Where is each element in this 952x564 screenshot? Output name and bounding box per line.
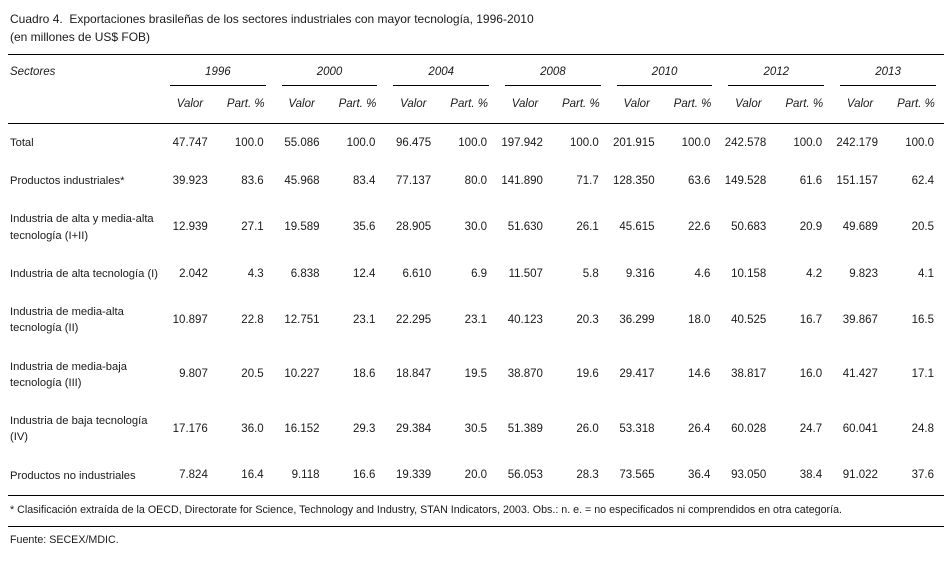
part-cell: 4.6 (694, 267, 711, 280)
year-header (832, 55, 944, 87)
valor-cell: 60.041 (842, 422, 878, 435)
valor-cell: 45.615 (619, 221, 655, 234)
part-cell: 18.6 (352, 368, 376, 381)
part-cell: 23.1 (464, 313, 488, 326)
valor-cell: 38.817 (731, 368, 767, 381)
valor-cell: 36.299 (619, 313, 655, 326)
year-label: 2010 (617, 66, 713, 86)
valor-cell: 10.158 (731, 267, 767, 280)
valor-cell: 22.295 (396, 313, 432, 326)
table-row (8, 200, 944, 254)
part-header: Part. % (665, 86, 721, 124)
table-row (8, 402, 944, 456)
part-cell: 16.4 (218, 457, 274, 496)
sector-cell: Productos no industriales (8, 457, 162, 496)
table-head (8, 55, 944, 124)
valor-cell: 45.968 (284, 174, 320, 187)
part-cell: 26.0 (576, 422, 599, 435)
sector-cell: Productos industriales* (10, 175, 125, 188)
part-cell: 35.6 (352, 221, 376, 234)
table-row (8, 293, 944, 347)
valor-cell: 38.870 (507, 368, 543, 381)
part-cell: 23.1 (352, 313, 376, 326)
valor-cell: 151.157 (836, 174, 878, 187)
valor-cell: 53.318 (619, 422, 655, 435)
valor-cell: 6.838 (290, 267, 320, 280)
valor-cell: 51.630 (507, 221, 543, 234)
exports-table (8, 54, 944, 496)
valor-cell: 10.897 (172, 313, 208, 326)
valor-cell: 50.683 (731, 221, 767, 234)
valor-cell: 11.507 (508, 267, 543, 280)
valor-cell: 56.053 (497, 457, 553, 496)
valor-cell: 9.807 (179, 368, 208, 381)
year-header (274, 55, 386, 87)
valor-cell: 6.610 (402, 267, 432, 280)
sector-cell: Industria de alta tecnología (I) (10, 267, 159, 280)
part-cell: 5.8 (582, 267, 599, 280)
year-label: 2012 (728, 66, 824, 86)
valor-cell: 19.339 (385, 457, 441, 496)
part-cell: 20.9 (799, 221, 823, 234)
part-cell: 36.4 (665, 457, 721, 496)
part-cell: 38.4 (776, 457, 832, 496)
part-header: Part. % (441, 86, 497, 124)
part-cell: 100.0 (681, 136, 711, 149)
part-cell: 100.0 (569, 136, 599, 149)
sector-cell: Total (10, 137, 34, 149)
part-cell: 22.8 (241, 313, 264, 326)
part-cell: 19.5 (464, 368, 488, 381)
valor-cell: 51.389 (507, 422, 543, 435)
valor-cell: 12.939 (172, 221, 208, 234)
header-row-measures (8, 86, 944, 124)
valor-cell: 9.316 (625, 267, 655, 280)
part-cell: 61.6 (799, 174, 823, 187)
subheader-spacer (8, 86, 162, 124)
part-cell: 100.0 (346, 136, 376, 149)
table-subtitle: (en millones de US$ FOB) (10, 30, 151, 44)
part-cell: 18.0 (688, 313, 711, 326)
valor-cell: 12.751 (284, 313, 320, 326)
part-cell: 4.2 (806, 267, 823, 280)
part-cell: 20.5 (241, 368, 264, 381)
valor-cell: 19.589 (284, 221, 320, 234)
part-cell: 16.5 (911, 313, 934, 326)
valor-cell: 39.867 (842, 313, 878, 326)
part-cell: 29.3 (352, 422, 376, 435)
part-cell: 100.0 (793, 136, 823, 149)
valor-cell: 29.384 (396, 422, 432, 435)
sectores-header: Sectores (8, 55, 162, 87)
valor-cell: 242.578 (724, 136, 767, 149)
valor-cell: 41.427 (842, 368, 878, 381)
valor-cell: 149.528 (724, 174, 767, 187)
valor-cell: 7.824 (162, 457, 218, 496)
source-note: Fuente: SECEX/MDIC. (10, 533, 119, 546)
table-body (8, 124, 944, 496)
part-header: Part. % (776, 86, 832, 124)
valor-header: Valor (609, 86, 665, 124)
valor-cell: 93.050 (720, 457, 776, 496)
valor-cell: 96.475 (396, 136, 432, 149)
year-label: 2013 (840, 66, 936, 86)
valor-cell: 18.847 (396, 368, 432, 381)
valor-cell: 40.525 (731, 313, 767, 326)
valor-cell: 28.905 (396, 221, 432, 234)
part-cell: 20.5 (911, 221, 934, 234)
valor-cell: 9.823 (849, 267, 878, 280)
table-title: Cuadro 4. Exportaciones brasileñas de los sectores industriales con mayor tecnología, 1996-2010 (10, 12, 534, 26)
valor-header: Valor (497, 86, 553, 124)
valor-cell: 9.118 (274, 457, 330, 496)
valor-cell: 73.565 (609, 457, 665, 496)
part-cell: 71.7 (576, 174, 599, 187)
year-label: 2000 (282, 66, 378, 86)
part-cell: 14.6 (688, 368, 711, 381)
part-cell: 27.1 (241, 221, 264, 234)
header-row-years (8, 55, 944, 87)
valor-cell: 29.417 (619, 368, 655, 381)
part-cell: 22.6 (688, 221, 711, 234)
valor-cell: 47.747 (172, 136, 208, 149)
valor-cell: 201.915 (613, 136, 655, 149)
part-cell: 100.0 (905, 136, 934, 149)
sector-cell: Industria de media-baja tecnología (III) (10, 360, 127, 389)
part-cell: 26.1 (576, 221, 599, 234)
part-cell: 62.4 (911, 174, 934, 187)
part-cell: 19.6 (576, 368, 599, 381)
part-header: Part. % (330, 86, 386, 124)
part-cell: 100.0 (458, 136, 488, 149)
part-cell: 4.1 (918, 267, 934, 280)
part-cell: 4.3 (247, 267, 264, 280)
part-cell: 80.0 (464, 174, 488, 187)
valor-cell: 55.086 (284, 136, 320, 149)
valor-header: Valor (162, 86, 218, 124)
valor-cell: 77.137 (396, 174, 432, 187)
table-row (8, 162, 944, 200)
valor-cell: 60.028 (731, 422, 767, 435)
part-cell: 83.4 (352, 174, 376, 187)
part-cell: 37.6 (888, 457, 944, 496)
year-header (720, 55, 832, 87)
valor-header: Valor (385, 86, 441, 124)
table-row (8, 255, 944, 293)
part-cell: 100.0 (234, 136, 264, 149)
sector-cell: Industria de baja tecnología (IV) (10, 415, 148, 444)
valor-cell: 128.350 (613, 174, 655, 187)
part-cell: 12.4 (352, 267, 376, 280)
part-cell: 16.0 (799, 368, 823, 381)
table-row (8, 124, 944, 163)
year-label: 2008 (505, 66, 601, 86)
valor-cell: 16.152 (284, 422, 320, 435)
valor-cell: 141.890 (501, 174, 543, 187)
part-cell: 6.9 (471, 267, 488, 280)
year-header (609, 55, 721, 87)
part-cell: 24.8 (911, 422, 934, 435)
part-cell: 83.6 (241, 174, 264, 187)
part-cell: 36.0 (241, 422, 264, 435)
part-header: Part. % (218, 86, 274, 124)
part-cell: 24.7 (799, 422, 823, 435)
sector-cell: Industria de alta y media-alta tecnología (I+II) (10, 213, 154, 242)
part-cell: 20.3 (576, 313, 599, 326)
part-cell: 28.3 (553, 457, 609, 496)
part-cell: 30.0 (464, 221, 488, 234)
footnote: * Clasificación extraída de la OECD, Directorate for Science, Technology and Industry, STAN Indicators, 2003. Obs.: n. e. = no especificados ni comprendidos en otra categoría. (8, 504, 944, 527)
valor-header: Valor (274, 86, 330, 124)
valor-cell: 242.179 (836, 136, 878, 149)
year-header (497, 55, 609, 87)
valor-cell: 2.042 (179, 267, 208, 280)
part-cell: 20.0 (441, 457, 497, 496)
valor-cell: 49.689 (842, 221, 878, 234)
year-label: 1996 (170, 66, 266, 86)
valor-cell: 39.923 (172, 174, 208, 187)
year-header (385, 55, 497, 87)
table-row (8, 348, 944, 402)
valor-cell: 91.022 (832, 457, 888, 496)
year-header (162, 55, 274, 87)
valor-cell: 10.227 (284, 368, 320, 381)
year-label: 2004 (393, 66, 489, 86)
valor-header: Valor (832, 86, 888, 124)
valor-cell: 197.942 (501, 136, 543, 149)
valor-header: Valor (720, 86, 776, 124)
part-header: Part. % (888, 86, 944, 124)
table-row (8, 457, 944, 496)
valor-cell: 40.123 (507, 313, 543, 326)
part-cell: 63.6 (688, 174, 711, 187)
part-cell: 26.4 (688, 422, 711, 435)
part-header: Part. % (553, 86, 609, 124)
part-cell: 17.1 (911, 368, 934, 381)
part-cell: 16.6 (330, 457, 386, 496)
part-cell: 16.7 (799, 313, 823, 326)
sector-cell: Industria de media-alta tecnología (II) (10, 306, 124, 335)
valor-cell: 17.176 (172, 422, 208, 435)
part-cell: 30.5 (464, 422, 488, 435)
